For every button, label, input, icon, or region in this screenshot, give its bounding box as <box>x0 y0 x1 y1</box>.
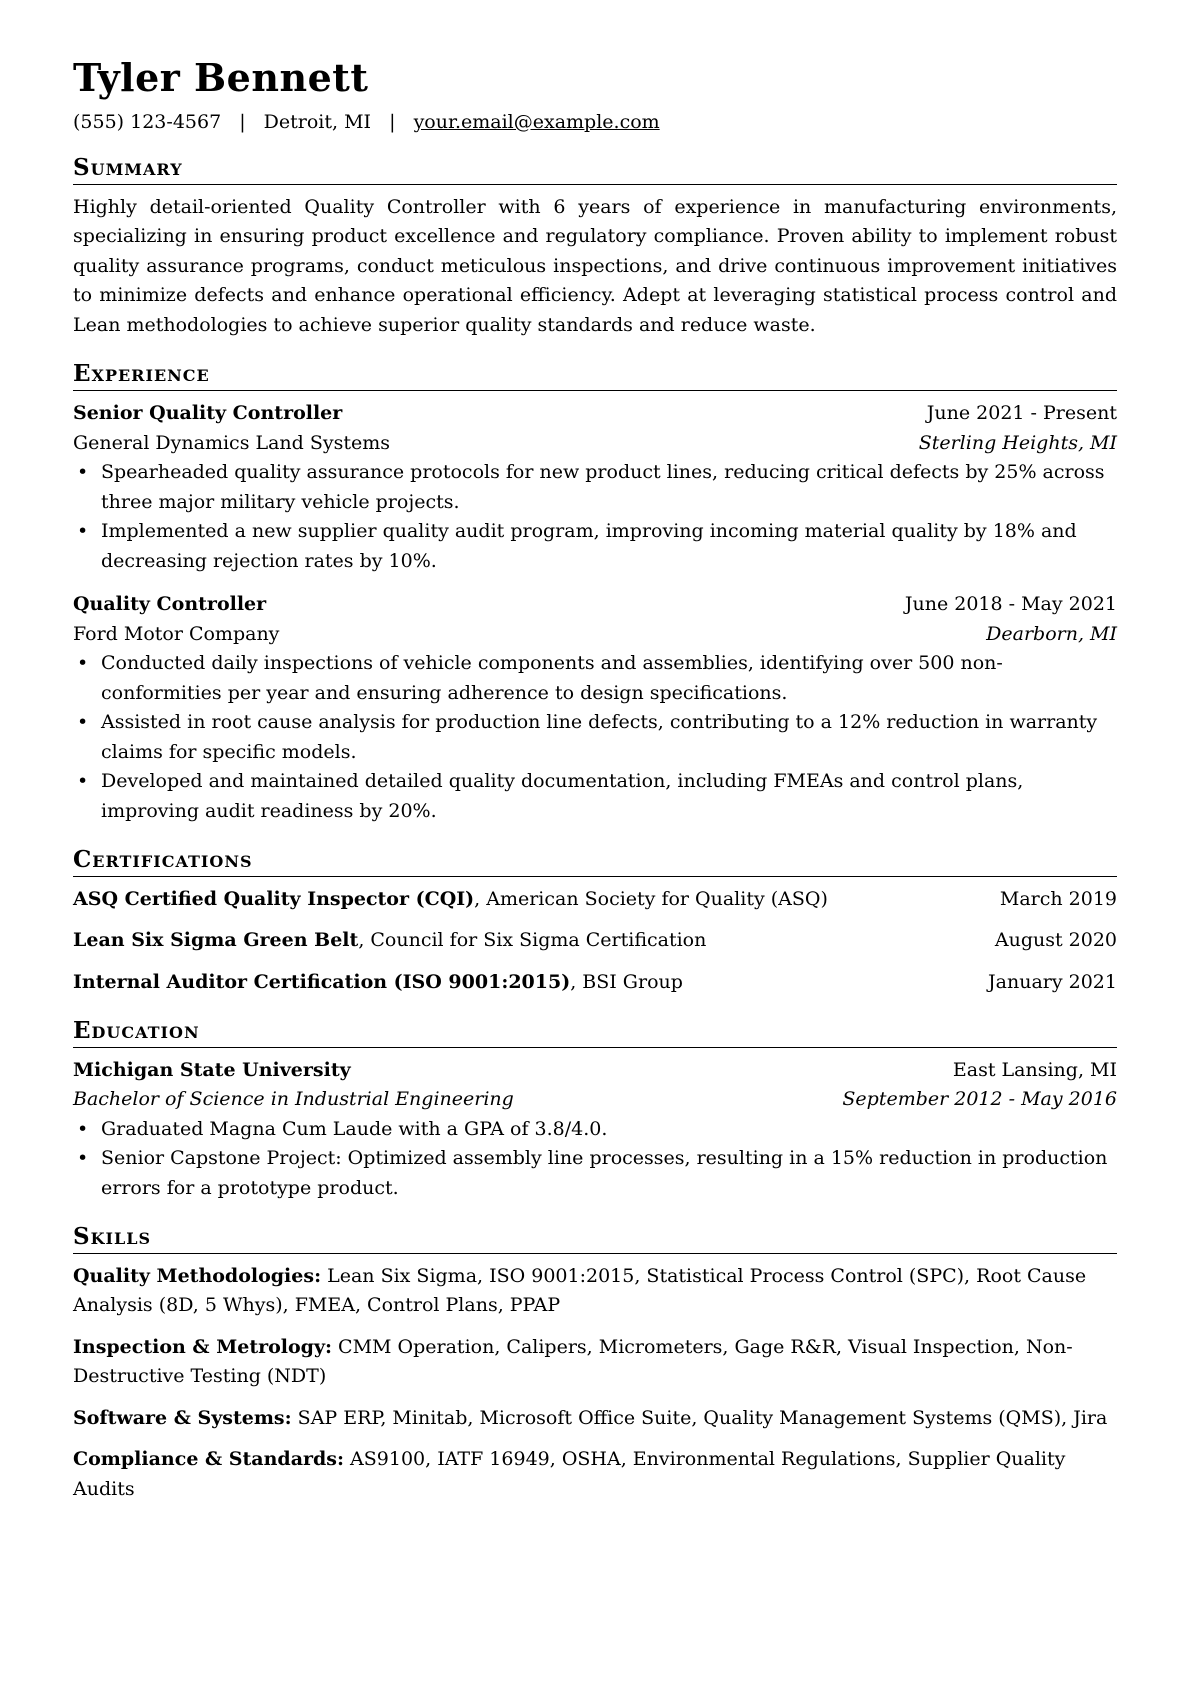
bullet-icon: • <box>77 461 89 484</box>
skill-group <box>73 1404 1117 1434</box>
bullet-icon: • <box>77 711 89 734</box>
section-title-skills: Skills <box>73 1223 1117 1254</box>
bullet-icon: • <box>77 652 89 675</box>
section-title-education: Education <box>73 1017 1117 1048</box>
skill-label: Software & Systems: <box>73 1406 292 1429</box>
experience-section <box>73 360 1117 826</box>
skills-section <box>73 1223 1117 1504</box>
email-link[interactable]: your.email@example.com <box>413 110 660 133</box>
certification-item <box>73 968 1117 998</box>
certification-issuer: , Council for Six Sigma Certification <box>358 929 707 952</box>
certification-issuer: , American Society for Quality (ASQ) <box>474 887 828 910</box>
bullet-text: Developed and maintained detailed quality documentation, including FMEAs and control plans, improving audit readiness by 20%. <box>101 770 1024 822</box>
bullet-text: Spearheaded quality assurance protocols for new product lines, reducing critical defects by 25% across three major military vehicle projects. <box>101 461 1105 513</box>
phone-number: (555) 123-4567 <box>73 110 222 133</box>
job-location: Sterling Heights, MI <box>918 431 1117 454</box>
school-name: Michigan State University <box>73 1058 351 1081</box>
certification-item <box>73 926 1117 956</box>
section-title-summary: Summary <box>73 154 1117 185</box>
job-role: Quality Controller <box>73 593 267 616</box>
list-item <box>77 1115 1117 1145</box>
skill-value: Lean Six Sigma, ISO 9001:2015, Statistical Process Control (SPC), Root Cause Analysis (8D, 5 Whys), FMEA, Control Plans, PPAP <box>73 1264 1087 1317</box>
certification-name: Internal Auditor Certification (ISO 9001:2015) <box>73 970 571 993</box>
bullet-text: Graduated Magna Cum Laude with a GPA of 3.8/4.0. <box>101 1117 608 1140</box>
school-location: East Lansing, MI <box>952 1058 1117 1081</box>
bullet-icon: • <box>77 1147 89 1170</box>
skill-group <box>73 1262 1117 1321</box>
education-dates: September 2012 - May 2016 <box>842 1088 1117 1111</box>
bullet-icon: • <box>77 770 89 793</box>
certifications-section <box>73 846 1117 997</box>
skill-value: AS9100, IATF 16949, OSHA, Environmental Regulations, Supplier Quality Audits <box>73 1448 1066 1500</box>
list-item <box>77 649 1117 708</box>
bullet-text: Implemented a new supplier quality audit program, improving incoming material quality by 18% and decreasing rejection rates by 10%. <box>101 520 1077 572</box>
skill-value: SAP ERP, Minitab, Microsoft Office Suite, Quality Management Systems (QMS), Jira <box>291 1406 1108 1429</box>
bullet-icon: • <box>77 1117 89 1140</box>
summary-section <box>73 154 1117 340</box>
bullet-text: Assisted in root cause analysis for production line defects, contributing to a 12% reduction in warranty claims for specific models. <box>101 711 1098 763</box>
bullet-text: Senior Capstone Project: Optimized assembly line processes, resulting in a 15% reduction in production errors for a prototype product. <box>101 1147 1108 1199</box>
separator: | <box>389 110 396 133</box>
section-title-certifications: Certifications <box>73 846 1117 877</box>
skill-label: Inspection & Metrology: <box>73 1335 333 1358</box>
job-bullets <box>73 649 1117 826</box>
certification-date: January 2021 <box>988 970 1117 993</box>
certification-name: ASQ Certified Quality Inspector (CQI) <box>73 887 475 910</box>
separator: | <box>239 110 246 133</box>
job-dates: June 2021 - Present <box>926 402 1117 425</box>
certification-date: August 2020 <box>994 929 1117 952</box>
skill-label: Quality Methodologies: <box>73 1264 322 1287</box>
certification-date: March 2019 <box>999 887 1117 910</box>
certification-name: Lean Six Sigma Green Belt <box>73 929 359 952</box>
skill-label: Compliance & Standards: <box>73 1448 345 1471</box>
certification-item <box>73 885 1117 915</box>
resume-header <box>73 56 1117 134</box>
section-title-experience: Experience <box>73 360 1117 391</box>
skill-group <box>73 1333 1117 1392</box>
job-company: General Dynamics Land Systems <box>73 431 391 454</box>
bullet-text: Conducted daily inspections of vehicle components and assemblies, identifying over 500 non-conformities per year and ensuring adherence to design specifications. <box>101 652 1003 704</box>
job-dates: June 2018 - May 2021 <box>904 593 1117 616</box>
list-item <box>77 1144 1117 1203</box>
list-item <box>77 767 1117 826</box>
education-section <box>73 1017 1117 1203</box>
skill-group <box>73 1445 1117 1504</box>
list-item <box>77 458 1117 517</box>
certification-issuer: , BSI Group <box>570 970 683 993</box>
certifications-list <box>73 885 1117 998</box>
job-company: Ford Motor Company <box>73 622 280 645</box>
job-location: Dearborn, MI <box>986 622 1117 645</box>
job-entry <box>73 590 1117 826</box>
location: Detroit, MI <box>263 110 372 133</box>
job-entry <box>73 399 1117 576</box>
job-role: Senior Quality Controller <box>73 402 343 425</box>
contact-line <box>73 110 1117 135</box>
education-entry <box>73 1056 1117 1204</box>
degree: Bachelor of Science in Industrial Engineering <box>73 1088 514 1111</box>
bullet-icon: • <box>77 520 89 543</box>
candidate-name: Tyler Bennett <box>73 55 369 100</box>
skill-value: CMM Operation, Calipers, Micrometers, Gage R&R, Visual Inspection, Non-Destructive Testing (NDT) <box>73 1335 1073 1388</box>
summary-text: Highly detail-oriented Quality Controller with 6 years of experience in manufacturing environments, specializing in ensuring product excellence and regulatory compliance. Proven ability to implement robust quality assurance programs, conduct meticulous inspections, and drive continuous improvement initiatives to minimize defects and enhance operational efficiency. Adept at leveraging statistical process control and Lean methodologies to achieve superior quality standards and reduce waste. <box>73 195 1117 336</box>
education-bullets <box>73 1115 1117 1204</box>
list-item <box>77 517 1117 576</box>
list-item <box>77 708 1117 767</box>
job-bullets <box>73 458 1117 576</box>
